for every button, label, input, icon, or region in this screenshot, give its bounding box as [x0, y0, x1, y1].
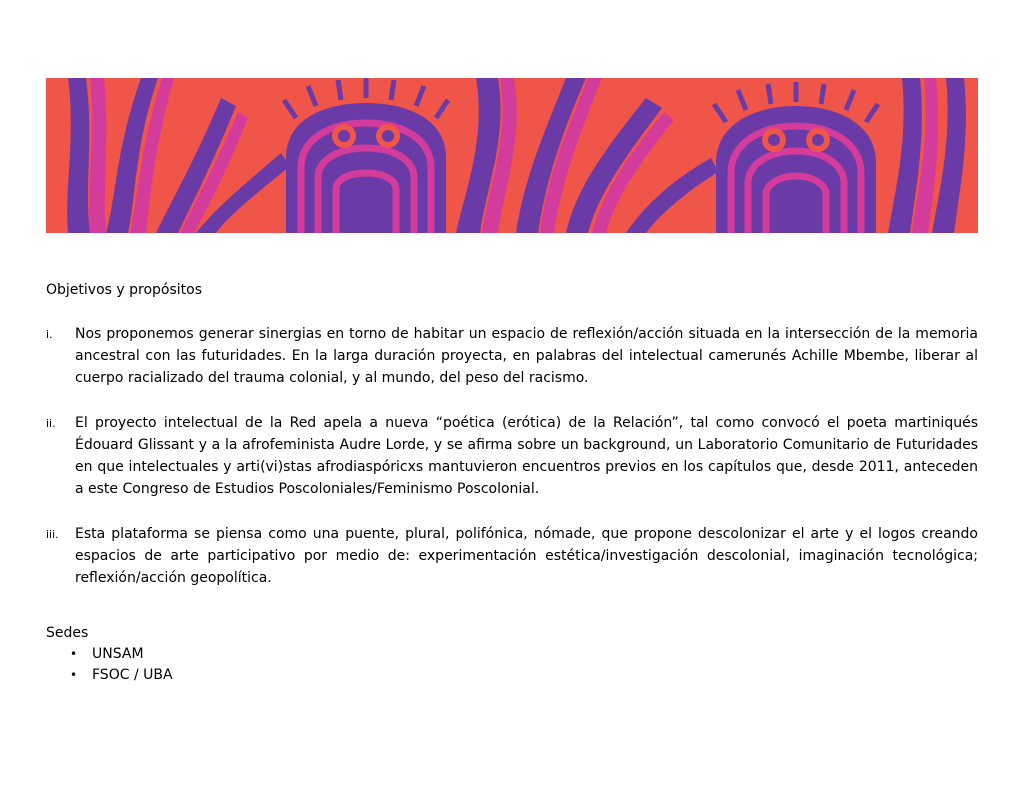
sedes-list — [46, 644, 173, 686]
banner-pattern — [46, 78, 978, 233]
objective-text: El proyecto intelectual de la Red apela a nueva “poética (erótica) de la Relación”, tal como convocó el poeta martiniqués Édouard Glissant y a la afrofeminista Audre Lorde, y se afirma sobre un background, un Laboratorio Comunitario de Futuridades en que intelectuales y arti(vi)stas afrodiaspóricxs mantuvieron encuentros previos en los capítulos que, desde 2011, anteceden a este Congreso de Estudios Poscoloniales/Feminismo Poscolonial. — [75, 415, 978, 497]
list-item — [46, 665, 173, 686]
objectives-heading: Objetivos y propósitos — [46, 282, 203, 298]
objective-number: iii. — [46, 528, 59, 541]
objective-number: ii. — [46, 417, 56, 430]
decorative-banner — [46, 78, 978, 233]
objective-item — [46, 523, 978, 589]
sedes-heading: Sedes — [46, 625, 89, 641]
objective-text: Nos proponemos generar sinergias en torno de habitar un espacio de reflexión/acción situada en la intersección de la memoria ancestral con las futuridades. En la larga duración proyecta, en palabras del intelectual camerunés Achille Mbembe, liberar al cuerpo racializado del trauma colonial, y al mundo, del peso del racismo. — [75, 326, 978, 386]
objective-item — [46, 323, 978, 389]
objective-item — [46, 412, 978, 500]
objective-text: Esta plataforma se piensa como una puente, plural, polifónica, nómade, que propone descolonizar el arte y el logos creando espacios de arte participativo por medio de: experimentación estética/investigación descolonial, imaginación tecnológica; reflexión/acción geopolítica. — [75, 526, 978, 586]
sede-name: UNSAM — [92, 646, 144, 662]
objective-number: i. — [46, 328, 53, 341]
list-item — [46, 644, 173, 665]
bullet-icon: • — [70, 668, 78, 682]
bullet-icon: • — [70, 647, 78, 661]
sede-name: FSOC / UBA — [92, 667, 173, 683]
